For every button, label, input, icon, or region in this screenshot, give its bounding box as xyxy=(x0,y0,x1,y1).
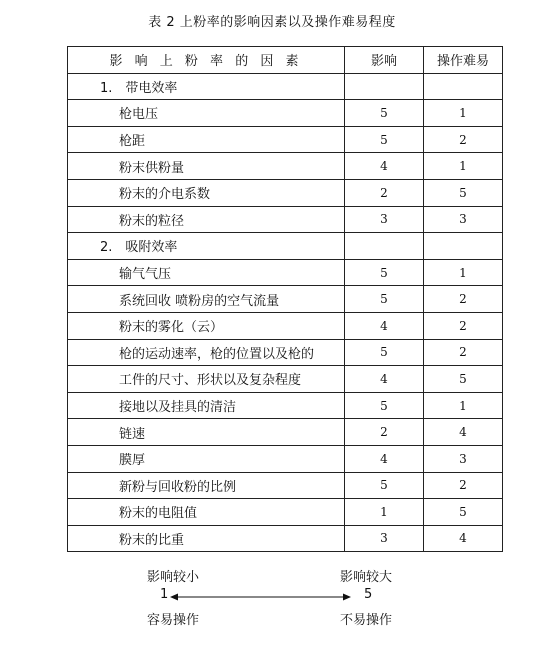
section-difficulty-empty xyxy=(424,233,503,260)
difficulty-value: 2 xyxy=(424,126,503,153)
table-row xyxy=(68,100,503,127)
impact-value: 5 xyxy=(345,286,424,313)
factor-name: 工件的尺寸、形状以及复杂程度 xyxy=(68,366,345,393)
table-row xyxy=(68,445,503,472)
factor-name: 粉末的电阻值 xyxy=(68,499,345,526)
factor-name: 枪的运动速率，枪的位置以及枪的 xyxy=(68,339,345,366)
factor-name: 枪距 xyxy=(68,126,345,153)
difficulty-value: 2 xyxy=(424,312,503,339)
factor-name: 链速 xyxy=(68,419,345,446)
impact-value: 5 xyxy=(345,259,424,286)
table-row xyxy=(68,153,503,180)
table-row xyxy=(68,525,503,552)
impact-value: 2 xyxy=(345,419,424,446)
difficulty-value: 2 xyxy=(424,339,503,366)
double-arrow-icon xyxy=(170,593,351,601)
factor-name: 粉末的介电系数 xyxy=(68,179,345,206)
factor-name: 粉末的雾化（云） xyxy=(68,312,345,339)
table-row xyxy=(68,259,503,286)
scale-left-top: 影响较小 xyxy=(147,570,200,585)
scale-left-number: 1 xyxy=(160,587,169,602)
difficulty-value: 3 xyxy=(424,206,503,233)
factor-name: 膜厚 xyxy=(68,445,345,472)
difficulty-value: 1 xyxy=(424,392,503,419)
factor-name: 粉末的比重 xyxy=(68,525,345,552)
section-row xyxy=(68,233,503,260)
section-impact-empty xyxy=(345,73,424,100)
scale-right-top: 影响较大 xyxy=(340,570,393,585)
table-row xyxy=(68,312,503,339)
header-difficulty: 操作难易 xyxy=(424,47,503,74)
table-row xyxy=(68,206,503,233)
section-label: 1. 带电效率 xyxy=(68,73,345,100)
impact-value: 5 xyxy=(345,392,424,419)
table-title: 表 2 上粉率的影响因素以及操作难易程度 xyxy=(148,15,396,30)
impact-value: 3 xyxy=(345,525,424,552)
factor-name: 系统回收 喷粉房的空气流量 xyxy=(68,286,345,313)
header-impact: 影响 xyxy=(345,47,424,74)
table-row xyxy=(68,179,503,206)
table-body xyxy=(68,73,503,552)
section-label: 2. 吸附效率 xyxy=(68,233,345,260)
impact-value: 4 xyxy=(345,312,424,339)
scale-right-number: 5 xyxy=(364,587,373,602)
scale-right-bottom: 不易操作 xyxy=(340,613,393,628)
impact-value: 5 xyxy=(345,472,424,499)
factor-name: 接地以及挂具的清洁 xyxy=(68,392,345,419)
table-row xyxy=(68,419,503,446)
impact-value: 3 xyxy=(345,206,424,233)
factors-table xyxy=(67,46,503,552)
difficulty-value: 2 xyxy=(424,472,503,499)
factor-name: 枪电压 xyxy=(68,100,345,127)
difficulty-value: 5 xyxy=(424,366,503,393)
difficulty-value: 5 xyxy=(424,179,503,206)
factor-name: 输气气压 xyxy=(68,259,345,286)
factor-name: 粉末供粉量 xyxy=(68,153,345,180)
impact-value: 5 xyxy=(345,100,424,127)
difficulty-value: 5 xyxy=(424,499,503,526)
factor-name: 新粉与回收粉的比例 xyxy=(68,472,345,499)
scale-left-bottom: 容易操作 xyxy=(147,613,200,628)
section-impact-empty xyxy=(345,233,424,260)
difficulty-value: 4 xyxy=(424,419,503,446)
impact-value: 5 xyxy=(345,339,424,366)
impact-value: 2 xyxy=(345,179,424,206)
difficulty-value: 3 xyxy=(424,445,503,472)
table-row xyxy=(68,499,503,526)
difficulty-value: 4 xyxy=(424,525,503,552)
difficulty-value: 1 xyxy=(424,259,503,286)
table-row xyxy=(68,339,503,366)
table-row xyxy=(68,126,503,153)
table-row xyxy=(68,366,503,393)
impact-value: 4 xyxy=(345,366,424,393)
impact-value: 1 xyxy=(345,499,424,526)
difficulty-value: 2 xyxy=(424,286,503,313)
section-row xyxy=(68,73,503,100)
table-row xyxy=(68,392,503,419)
difficulty-value: 1 xyxy=(424,153,503,180)
impact-value: 4 xyxy=(345,153,424,180)
table-row xyxy=(68,286,503,313)
impact-value: 4 xyxy=(345,445,424,472)
section-difficulty-empty xyxy=(424,73,503,100)
table-header-row xyxy=(68,47,503,74)
impact-value: 5 xyxy=(345,126,424,153)
header-factor: 影 响 上 粉 率 的 因 素 xyxy=(68,47,345,74)
factor-name: 粉末的粒径 xyxy=(68,206,345,233)
table-row xyxy=(68,472,503,499)
difficulty-value: 1 xyxy=(424,100,503,127)
